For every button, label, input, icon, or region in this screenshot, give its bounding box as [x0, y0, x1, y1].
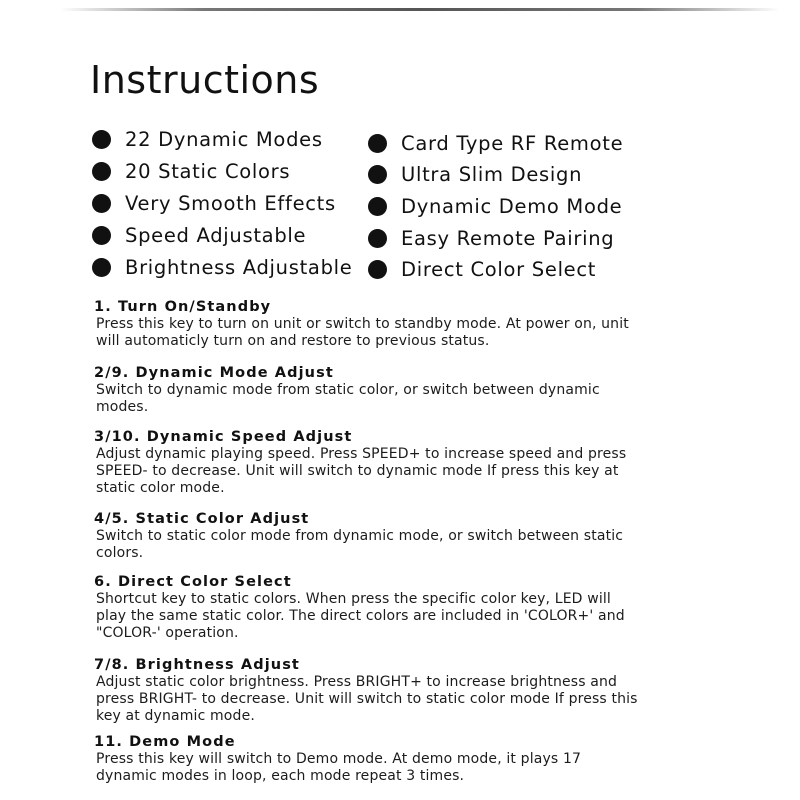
feature-item [368, 195, 622, 218]
section-body: Adjust dynamic playing speed. Press SPEED+ to increase speed and press SPEED- to decrease. Unit will switch to dynamic mode If press this key at static color mode. [96, 446, 627, 496]
section-body: Press this key will switch to Demo mode. At demo mode, it plays 17 dynamic modes in loop, each mode repeat 3 times. [96, 751, 582, 784]
feature-label: Card Type RF Remote [401, 132, 624, 155]
feature-label: Easy Remote Pairing [401, 227, 615, 250]
section-body: Shortcut key to static colors. When press the specific color key, LED will play the same static color. The direct colors are included in 'COLOR+' and "COLOR-' operation. [96, 591, 625, 641]
bullet-icon [368, 229, 387, 248]
section-title: 6. Direct Color Select [94, 574, 292, 590]
section-title: 4/5. Static Color Adjust [94, 511, 310, 527]
section-body: Adjust static color brightness. Press BRIGHT+ to increase brightness and press BRIGHT- to decrease. Unit will switch to static color mode If press this key at dynamic mode. [96, 674, 638, 724]
instruction-section-dynamic-speed [94, 428, 654, 497]
section-title: 7/8. Brightness Adjust [94, 657, 300, 673]
bullet-icon [92, 162, 111, 181]
instruction-section-direct-color [94, 573, 654, 642]
instruction-section-brightness [94, 656, 654, 725]
bullet-icon [368, 165, 387, 184]
feature-item [92, 224, 306, 247]
section-title: 2/9. Dynamic Mode Adjust [94, 365, 334, 381]
bullet-icon [92, 130, 111, 149]
top-divider [60, 8, 780, 11]
bullet-icon [368, 197, 387, 216]
bullet-icon [368, 134, 387, 153]
section-title: 3/10. Dynamic Speed Adjust [94, 429, 353, 445]
feature-item [368, 163, 582, 186]
section-title: 1. Turn On/Standby [94, 299, 272, 315]
feature-item [92, 192, 336, 215]
section-title: 11. Demo Mode [94, 734, 236, 750]
bullet-icon [92, 194, 111, 213]
section-body: Switch to dynamic mode from static color, or switch between dynamic modes. [96, 382, 600, 415]
feature-item [92, 128, 323, 151]
feature-label: Dynamic Demo Mode [401, 195, 623, 218]
bullet-icon [92, 226, 111, 245]
feature-label: Very Smooth Effects [125, 192, 336, 215]
instruction-section-turn-on [94, 298, 654, 350]
bullet-icon [368, 260, 387, 279]
instruction-section-static-color [94, 510, 654, 562]
bullet-icon [92, 258, 111, 277]
page-title: Instructions [90, 58, 320, 102]
feature-label: Ultra Slim Design [401, 163, 583, 186]
instruction-section-demo-mode [94, 733, 654, 785]
feature-item [368, 258, 596, 281]
feature-item [92, 256, 352, 279]
feature-label: Direct Color Select [401, 258, 597, 281]
feature-label: Brightness Adjustable [125, 256, 353, 279]
instruction-section-dynamic-mode [94, 364, 654, 416]
feature-label: 22 Dynamic Modes [125, 128, 323, 151]
feature-label: Speed Adjustable [125, 224, 307, 247]
section-body: Press this key to turn on unit or switch to standby mode. At power on, unit will automaticly turn on and restore to previous status. [96, 316, 629, 349]
section-body: Switch to static color mode from dynamic mode, or switch between static colors. [96, 528, 624, 561]
feature-label: 20 Static Colors [125, 160, 291, 183]
feature-item [368, 132, 623, 155]
feature-item [368, 227, 614, 250]
feature-item [92, 160, 290, 183]
